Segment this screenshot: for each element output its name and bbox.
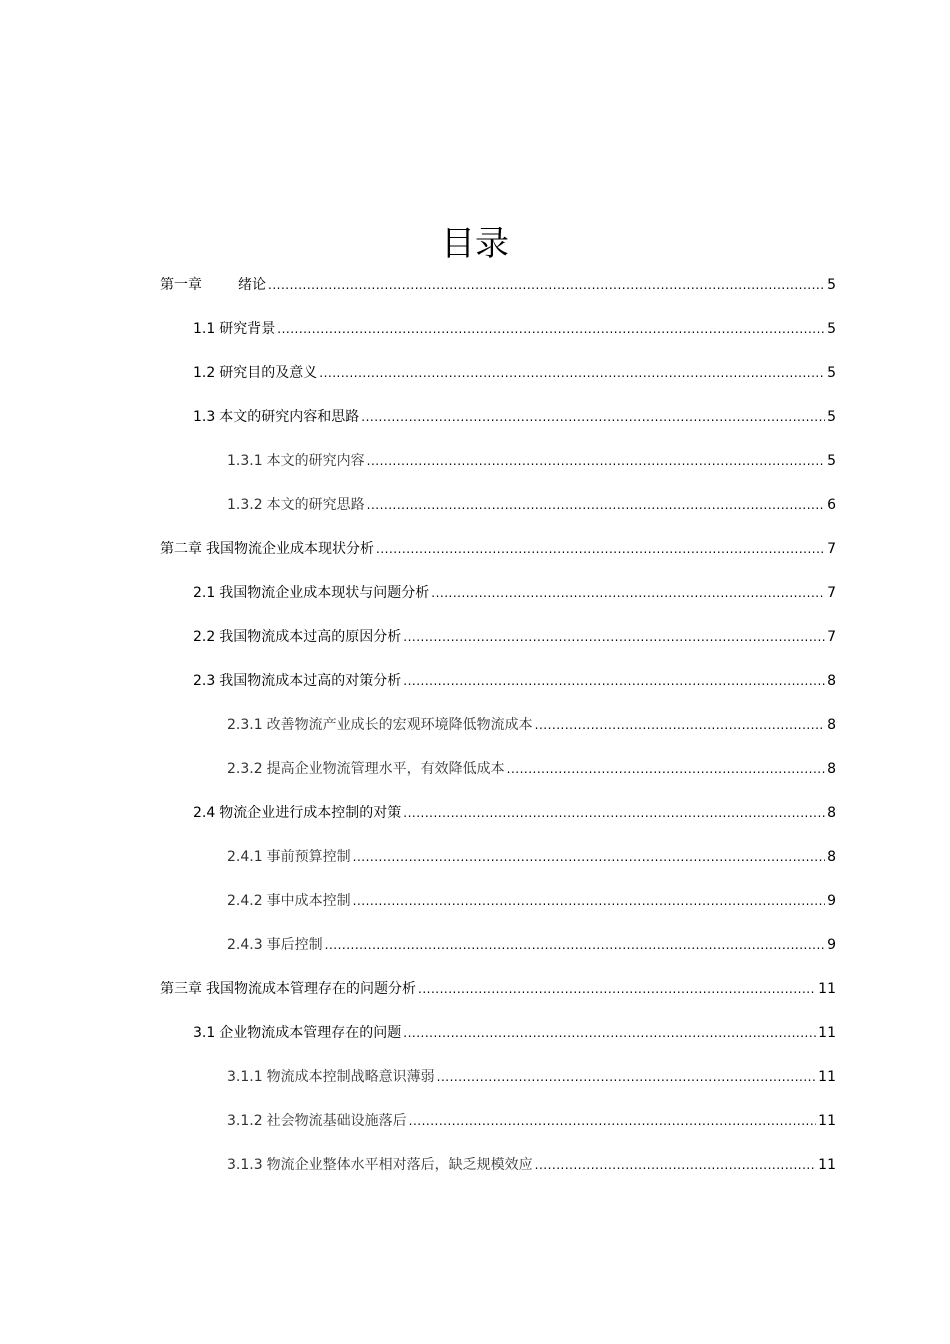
toc-entry-text: 物流成本控制战略意识薄弱: [266, 1069, 435, 1085]
toc-entry-text: 事中成本控制: [266, 893, 351, 909]
toc-entry[interactable]: [193, 626, 836, 648]
toc-entry[interactable]: [227, 758, 836, 780]
toc-entry-label: [227, 758, 505, 780]
toc-page-number: 11: [818, 1025, 836, 1041]
toc-entry[interactable]: [193, 1022, 836, 1044]
toc-entry-label: [160, 978, 416, 1000]
toc-page-number: 7: [827, 629, 836, 645]
toc-page-number: 11: [818, 1113, 836, 1129]
dot-leader: [367, 450, 825, 472]
toc-page-number: 11: [818, 1157, 836, 1173]
toc-entry-text: 改善物流产业成长的宏观环境降低物流成本: [266, 717, 533, 733]
toc-entry-number: 1.3: [193, 409, 216, 425]
dot-leader: [325, 934, 825, 956]
toc-entry-text: 事后控制: [266, 937, 323, 953]
toc-entry-number: 2.3: [193, 673, 216, 689]
toc-entry-label: [193, 582, 429, 604]
toc-entry-number: 3.1.1: [227, 1069, 263, 1085]
toc-entry-number: 1.3.2: [227, 497, 263, 513]
toc-entry[interactable]: [227, 714, 836, 736]
toc-page-number: 5: [827, 321, 836, 337]
toc-entry-text: 事前预算控制: [266, 849, 351, 865]
toc-page-number: 9: [827, 893, 836, 909]
toc-entry-text: 我国物流企业成本现状与问题分析: [219, 585, 430, 601]
toc-page-number: 8: [827, 805, 836, 821]
toc-entry-label: [227, 1066, 435, 1088]
dot-leader: [353, 846, 825, 868]
toc-entry-text: 我国物流成本过高的原因分析: [219, 629, 402, 645]
dot-leader: [418, 978, 816, 1000]
dot-leader: [403, 626, 825, 648]
toc-page-number: 9: [827, 937, 836, 953]
toc-entry-number: 2.4.3: [227, 937, 263, 953]
toc-page-number: 11: [818, 1069, 836, 1085]
toc-page-number: 8: [827, 849, 836, 865]
toc-page-number: 8: [827, 673, 836, 689]
toc-entry-number: 1.2: [193, 365, 216, 381]
dot-leader: [403, 670, 825, 692]
toc-entry-number: 3.1: [193, 1025, 216, 1041]
toc-page-number: 11: [818, 981, 836, 997]
toc-page-number: 5: [827, 365, 836, 381]
toc-entry-label: [227, 890, 351, 912]
toc-entry[interactable]: [193, 318, 836, 340]
toc-entry-label: [227, 1154, 533, 1176]
dot-leader: [437, 1066, 817, 1088]
toc-entry-text: 研究背景: [219, 321, 276, 337]
toc-entry-label: [160, 274, 266, 296]
toc-entry[interactable]: [193, 670, 836, 692]
toc-entry-number: 3.1.2: [227, 1113, 263, 1129]
toc-entry-label: [193, 626, 401, 648]
toc-page-number: 7: [827, 541, 836, 557]
toc-entry-text: 社会物流基础设施落后: [266, 1113, 407, 1129]
toc-entry-label: [193, 1022, 401, 1044]
toc-entry-text: 绪论: [238, 277, 266, 293]
toc-entry[interactable]: [227, 846, 836, 868]
dot-leader: [319, 362, 825, 384]
toc-entry-label: [193, 670, 401, 692]
toc-entry-number: 2.2: [193, 629, 216, 645]
toc-entry-text: 研究目的及意义: [219, 365, 318, 381]
toc-entry-number: 2.4.2: [227, 893, 263, 909]
toc-entry-number: 2.3.2: [227, 761, 263, 777]
toc-entry[interactable]: [193, 406, 836, 428]
toc-entry-text: 提高企业物流管理水平，有效降低成本: [266, 761, 505, 777]
toc-entry-label: [193, 802, 401, 824]
toc-entry[interactable]: [160, 538, 836, 560]
toc-entry[interactable]: [227, 494, 836, 516]
dot-leader: [403, 1022, 816, 1044]
toc-entry-label: [227, 450, 365, 472]
toc-entry[interactable]: [227, 934, 836, 956]
dot-leader: [367, 494, 825, 516]
toc-entry-label: [193, 406, 359, 428]
toc-entry[interactable]: [227, 890, 836, 912]
toc-entry-text: 物流企业整体水平相对落后，缺乏规模效应: [266, 1157, 533, 1173]
toc-entry-label: [227, 494, 365, 516]
toc-entry-label: [193, 318, 275, 340]
toc-entry[interactable]: [160, 274, 836, 296]
toc-entry-text: 本文的研究内容和思路: [219, 409, 360, 425]
toc-entry-text: 本文的研究内容: [266, 453, 365, 469]
toc-entry[interactable]: [227, 1066, 836, 1088]
toc-entry[interactable]: [227, 1154, 836, 1176]
toc-entry[interactable]: [227, 1110, 836, 1132]
toc-page-number: 6: [827, 497, 836, 513]
toc-entry[interactable]: [193, 582, 836, 604]
toc-page-number: 7: [827, 585, 836, 601]
toc-page-number: 8: [827, 717, 836, 733]
toc-entry[interactable]: [227, 450, 836, 472]
dot-leader: [268, 274, 825, 296]
toc-entry-text: 我国物流企业成本现状分析: [206, 541, 374, 557]
dot-leader: [409, 1110, 817, 1132]
toc-page-number: 5: [827, 409, 836, 425]
dot-leader: [376, 538, 825, 560]
toc-entry-text: 我国物流成本管理存在的问题分析: [206, 981, 416, 997]
toc-page-number: 8: [827, 761, 836, 777]
toc-page-number: 5: [827, 277, 836, 293]
toc-entry-number: 1.1: [193, 321, 216, 337]
toc-entry-text: 我国物流成本过高的对策分析: [219, 673, 402, 689]
toc-entry-number: 2.4.1: [227, 849, 263, 865]
toc-entry-number: 第一章: [160, 277, 202, 293]
dot-leader: [403, 802, 825, 824]
toc-entry-label: [227, 846, 351, 868]
toc-entry-label: [160, 538, 374, 560]
toc-entry-label: [227, 714, 533, 736]
toc-entry-label: [227, 1110, 407, 1132]
toc-entry-number: 3.1.3: [227, 1157, 263, 1173]
toc-entry-label: [227, 934, 323, 956]
toc-entry-text: 本文的研究思路: [266, 497, 365, 513]
toc-entry-number: 2.1: [193, 585, 216, 601]
dot-leader: [535, 714, 825, 736]
toc-entry[interactable]: [160, 978, 836, 1000]
dot-leader: [277, 318, 825, 340]
toc-entry-number: 第二章: [160, 541, 202, 557]
toc-entry-number: 2.3.1: [227, 717, 263, 733]
toc-page-number: 5: [827, 453, 836, 469]
dot-leader: [507, 758, 825, 780]
toc-entry[interactable]: [193, 362, 836, 384]
toc-entry-text: 企业物流成本管理存在的问题: [219, 1025, 402, 1041]
page-title: 目录: [441, 224, 509, 264]
toc-entry-number: 2.4: [193, 805, 216, 821]
toc-entry-number: 1.3.1: [227, 453, 263, 469]
dot-leader: [431, 582, 825, 604]
toc-entry-label: [193, 362, 317, 384]
dot-leader: [361, 406, 825, 428]
toc-entry-number: 第三章: [160, 981, 202, 997]
dot-leader: [353, 890, 825, 912]
toc-entry[interactable]: [193, 802, 836, 824]
dot-leader: [535, 1154, 817, 1176]
toc-entry-text: 物流企业进行成本控制的对策: [219, 805, 402, 821]
